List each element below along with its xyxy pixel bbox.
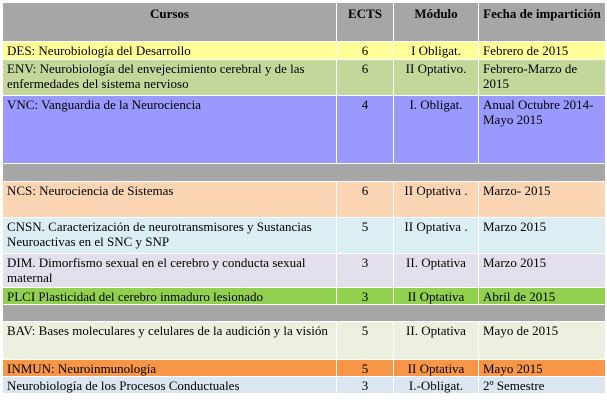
module-cell-text: I Obligat. (411, 43, 461, 58)
date-cell-text: Anual Octubre 2014-Mayo 2015 (483, 97, 594, 127)
ects-cell (337, 60, 394, 96)
ects-cell-text: 6 (361, 61, 369, 76)
table-row (3, 377, 606, 394)
date-cell (479, 42, 606, 60)
date-cell (479, 182, 606, 218)
module-cell-text: II Optativa (407, 289, 465, 304)
date-cell (479, 218, 606, 254)
date-cell-text: Mayo de 2015 (483, 323, 559, 338)
course-name-cell (3, 60, 337, 96)
ects-cell-text: 5 (361, 323, 369, 338)
module-cell-text: II Optativa . (404, 219, 468, 234)
course-name-cell-text: BAV: Bases moleculares y celulares de la audición y la visión (7, 323, 328, 338)
module-cell (394, 288, 479, 305)
date-cell-text: 2º Semestre (483, 378, 545, 393)
date-cell-text: Mayo 2015 (483, 361, 543, 376)
module-cell (394, 60, 479, 96)
module-cell-text: II Optativa (407, 361, 465, 376)
course-name-cell (3, 42, 337, 60)
table-row (3, 42, 606, 60)
separator-row (3, 305, 606, 322)
course-name-cell-text: ENV: Neurobiología del envejecimiento cerebral y de las enfermedades del sistema nervioso (7, 61, 305, 91)
course-name-cell (3, 182, 337, 218)
ects-cell (337, 322, 394, 360)
ects-cell-text: 3 (361, 255, 369, 270)
table-row (3, 96, 606, 164)
course-name-cell (3, 360, 337, 377)
date-cell (479, 254, 606, 288)
date-cell (479, 60, 606, 96)
course-name-cell (3, 254, 337, 288)
separator-row (3, 164, 606, 182)
table-row (3, 60, 606, 96)
module-cell-text: II. Optativa (406, 323, 466, 338)
header-row (3, 3, 606, 42)
header-course: Cursos (3, 3, 337, 42)
date-cell-text: Marzo 2015 (483, 219, 547, 234)
date-cell (479, 96, 606, 164)
separator-cell (3, 164, 606, 182)
table-row (3, 254, 606, 288)
ects-cell (337, 254, 394, 288)
course-name-cell-text: NCS: Neurociencia de Sistemas (7, 183, 174, 198)
ects-cell (337, 377, 394, 394)
course-name-cell (3, 377, 337, 394)
date-cell-text: Abril de 2015 (483, 289, 556, 304)
ects-cell (337, 42, 394, 60)
module-cell-text: II. Optativa (406, 255, 466, 270)
course-schedule-table (2, 2, 606, 394)
table-row (3, 218, 606, 254)
course-name-cell (3, 96, 337, 164)
table-row (3, 322, 606, 360)
table-row (3, 182, 606, 218)
course-name-cell-text: CNSN. Caracterización de neurotransmisores y Sustancias Neuroactivas en el SNC y SNP (7, 219, 312, 249)
header-module: Módulo (394, 3, 479, 42)
separator-cell (3, 305, 606, 322)
ects-cell (337, 288, 394, 305)
date-cell-text: Marzo 2015 (483, 255, 547, 270)
module-cell (394, 182, 479, 218)
date-cell-text: Febrero de 2015 (483, 43, 569, 58)
module-cell-text: II Optativo. (405, 61, 467, 76)
module-cell (394, 254, 479, 288)
ects-cell-text: 6 (361, 43, 369, 58)
date-cell (479, 360, 606, 377)
course-name-cell-text: DES: Neurobiología del Desarrollo (7, 43, 191, 58)
module-cell-text: I.-Obligat. (408, 378, 464, 393)
course-name-cell-text: INMUN: Neuroinmunología (7, 361, 157, 376)
ects-cell-text: 5 (361, 219, 369, 234)
course-name-cell (3, 322, 337, 360)
course-name-cell-text: DIM. Dimorfismo sexual en el cerebro y conducta sexual maternal (7, 255, 306, 285)
module-cell (394, 360, 479, 377)
module-cell (394, 322, 479, 360)
course-name-cell-text: VNC: Vanguardia de la Neurociencia (7, 97, 201, 112)
ects-cell-text: 4 (361, 97, 369, 112)
date-cell-text: Febrero-Marzo de 2015 (483, 61, 578, 91)
date-cell (479, 377, 606, 394)
module-cell (394, 96, 479, 164)
ects-cell (337, 360, 394, 377)
ects-cell-text: 3 (361, 378, 369, 393)
module-cell-text: II Optativa . (404, 183, 468, 198)
table-body (3, 42, 606, 394)
course-name-cell (3, 218, 337, 254)
date-cell (479, 288, 606, 305)
module-cell (394, 377, 479, 394)
header-ects: ECTS (337, 3, 394, 42)
date-cell (479, 322, 606, 360)
date-cell-text: Marzo- 2015 (483, 183, 551, 198)
module-cell (394, 218, 479, 254)
table-row (3, 360, 606, 377)
course-name-cell-text: Neurobiología de los Procesos Conductuales (7, 378, 240, 393)
course-name-cell (3, 288, 337, 305)
ects-cell-text: 3 (361, 289, 369, 304)
course-name-cell-text: PLCI Plasticidad del cerebro inmaduro lesionado (7, 289, 263, 304)
ects-cell-text: 6 (361, 183, 369, 198)
ects-cell (337, 182, 394, 218)
ects-cell (337, 218, 394, 254)
table-row (3, 288, 606, 305)
module-cell (394, 42, 479, 60)
header-date: Fecha de impartición (479, 3, 606, 42)
ects-cell-text: 5 (361, 361, 369, 376)
module-cell-text: I. Obligat. (409, 97, 463, 112)
ects-cell (337, 96, 394, 164)
